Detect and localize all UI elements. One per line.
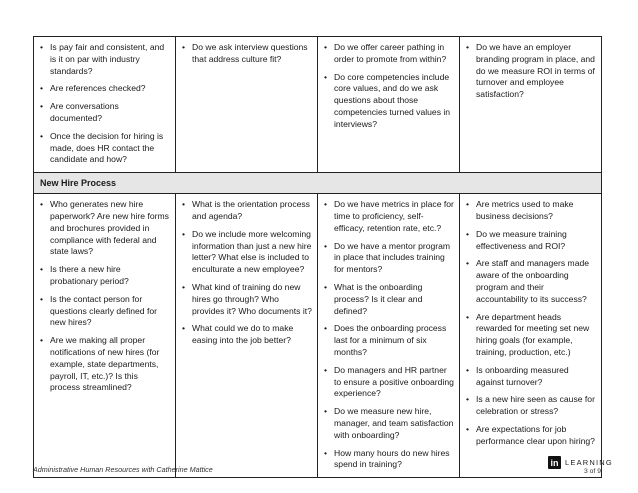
- list-item: [182, 199, 312, 223]
- list-item: [324, 365, 454, 400]
- bullet-icon: •: [324, 199, 328, 210]
- section-title: New Hire Process: [34, 173, 602, 194]
- bullet-icon: •: [40, 199, 44, 210]
- bullet-icon: •: [182, 199, 186, 210]
- list-item-text: Do we ask interview questions that address culture fit?: [192, 42, 308, 64]
- logo-text: LEARNING: [565, 458, 613, 467]
- bullet-icon: •: [324, 42, 328, 52]
- page-number: 3 of 9: [583, 468, 601, 475]
- bullet-icon: •: [324, 71, 328, 82]
- bullet-list: [40, 42, 170, 166]
- list-item: [40, 131, 170, 166]
- list-item-text: Do we measure new hire, manager, and team satisfaction with onboarding?: [334, 406, 454, 440]
- list-item: [466, 312, 596, 359]
- list-item: [324, 241, 454, 276]
- list-item: [182, 323, 312, 347]
- list-item: [40, 264, 170, 288]
- list-item: [324, 199, 454, 234]
- table-cell: [460, 37, 602, 173]
- list-item: [40, 101, 170, 125]
- bullet-icon: •: [40, 335, 44, 346]
- bullet-icon: •: [40, 264, 44, 275]
- linkedin-learning-logo: [548, 456, 613, 469]
- list-item-text: What is the onboarding process? Is it clear and defined?: [334, 281, 423, 316]
- bullet-icon: •: [324, 240, 328, 251]
- table-cell: [34, 194, 176, 478]
- bullet-icon: •: [40, 42, 44, 52]
- bullet-icon: •: [324, 323, 328, 334]
- list-item: [466, 424, 596, 448]
- list-item: [466, 42, 596, 101]
- footer-course-title: Administrative Human Resources with Catherine Mattice: [33, 465, 213, 474]
- list-item-text: Do we have metrics in place for time to proficiency, self-efficacy, retention rate, etc.?: [334, 199, 454, 233]
- bullet-list: [466, 199, 596, 447]
- list-item-text: Do we measure training effectiveness and ROI?: [476, 228, 567, 251]
- list-item: [324, 72, 454, 131]
- list-item: [466, 258, 596, 305]
- bullet-icon: •: [182, 323, 186, 334]
- list-item: [466, 394, 596, 418]
- bullet-icon: •: [40, 83, 44, 94]
- list-item: [466, 229, 596, 253]
- bullet-list: [466, 42, 596, 101]
- bullet-icon: •: [40, 101, 44, 112]
- list-item-text: What is the orientation process and agenda?: [192, 199, 310, 221]
- table-cell: [318, 37, 460, 173]
- list-item-text: Are conversations documented?: [50, 101, 119, 123]
- bullet-list: [324, 42, 454, 131]
- table-cell: [176, 194, 318, 478]
- bullet-icon: •: [466, 423, 470, 434]
- list-item-text: Is pay fair and consistent, and is it on par with industry standards?: [50, 42, 165, 76]
- bullet-list: [324, 199, 454, 471]
- list-item: [40, 294, 170, 329]
- bullet-icon: •: [466, 311, 470, 322]
- list-item-text: Do core competencies include core values, and do we ask questions about those competencies turned values in interviews?: [334, 71, 451, 129]
- list-item-text: Do we have an employer branding program in place, and do we measure ROI in terms of turnover and employee satisfaction?: [476, 42, 595, 100]
- bullet-icon: •: [182, 228, 186, 239]
- table-row-bottom: [34, 194, 602, 478]
- list-item: [40, 42, 170, 77]
- bullet-icon: •: [466, 199, 470, 210]
- bullet-list: [182, 42, 312, 66]
- list-item-text: Do we offer career pathing in order to promote from within?: [334, 42, 447, 64]
- list-item: [40, 199, 170, 258]
- list-item-text: Who generates new hire paperwork? Are new hire forms and brochures provided in compliance with federal and state laws?: [50, 199, 169, 257]
- list-item-text: What kind of training do new hires go through? Who provides it? Who documents it?: [192, 281, 312, 316]
- list-item-text: Is there a new hire probationary period?: [50, 264, 129, 286]
- bullet-icon: •: [40, 130, 44, 141]
- list-item-text: Once the decision for hiring is made, does HR contact the candidate and how?: [50, 130, 164, 165]
- bullet-icon: •: [466, 42, 470, 52]
- bullet-icon: •: [324, 447, 328, 458]
- list-item-text: Is onboarding measured against turnover?: [476, 364, 569, 387]
- bullet-icon: •: [324, 406, 328, 417]
- bullet-icon: •: [324, 281, 328, 292]
- list-item: [324, 282, 454, 317]
- list-item: [40, 83, 170, 95]
- list-item-text: Is the contact person for questions clearly defined for new hires?: [50, 293, 158, 328]
- list-item-text: Are department heads rewarded for meeting set new hiring goals (for example, training, production, etc.): [476, 311, 590, 357]
- list-item-text: Are expectations for job performance clear upon hiring?: [476, 423, 595, 446]
- list-item: [466, 365, 596, 389]
- list-item: [324, 448, 454, 472]
- bullet-icon: •: [466, 364, 470, 375]
- table-cell: [460, 194, 602, 478]
- bullet-list: [40, 199, 170, 394]
- list-item: [466, 199, 596, 223]
- bullet-icon: •: [182, 42, 186, 52]
- list-item-text: Do we include more welcoming information than just a new hire letter? What else is included to enculturate a new employee?: [192, 228, 312, 275]
- table-cell: [318, 194, 460, 478]
- list-item: [40, 335, 170, 394]
- list-item: [324, 323, 454, 358]
- bullet-icon: •: [182, 281, 186, 292]
- list-item-text: Are metrics used to make business decisions?: [476, 199, 574, 221]
- bullet-icon: •: [466, 394, 470, 405]
- list-item: [182, 42, 312, 66]
- list-item-text: Are staff and managers made aware of the onboarding program and their accountability to its success?: [476, 258, 590, 304]
- list-item-text: Are references checked?: [50, 83, 146, 94]
- list-item: [324, 42, 454, 66]
- question-table: [33, 36, 602, 478]
- list-item: [182, 282, 312, 317]
- bullet-icon: •: [324, 364, 328, 375]
- list-item-text: Do managers and HR partner to ensure a positive onboarding experience?: [334, 364, 454, 399]
- bullet-icon: •: [40, 293, 44, 304]
- table-row-top: [34, 37, 602, 173]
- list-item-text: Are we making all proper notifications of new hires (for example, state departments, payroll, IT, etc.)? Is this process streamlined?: [50, 335, 160, 393]
- bullet-icon: •: [466, 228, 470, 239]
- list-item-text: How many hours do new hires spend in training?: [334, 447, 450, 470]
- bullet-list: [182, 199, 312, 347]
- list-item-text: Does the onboarding process last for a minimum of six months?: [334, 323, 447, 357]
- list-item-text: What could we do to make easing into the job better?: [192, 323, 294, 346]
- list-item: [182, 229, 312, 276]
- list-item-text: Is a new hire seen as cause for celebration or stress?: [476, 394, 595, 417]
- list-item-text: Do we have a mentor program in place that includes training for mentors?: [334, 240, 451, 275]
- linkedin-icon: in: [548, 456, 561, 469]
- table-cell: [34, 37, 176, 173]
- table-cell: [176, 37, 318, 173]
- section-header-row: [34, 173, 602, 194]
- bullet-icon: •: [466, 258, 470, 269]
- list-item: [324, 406, 454, 441]
